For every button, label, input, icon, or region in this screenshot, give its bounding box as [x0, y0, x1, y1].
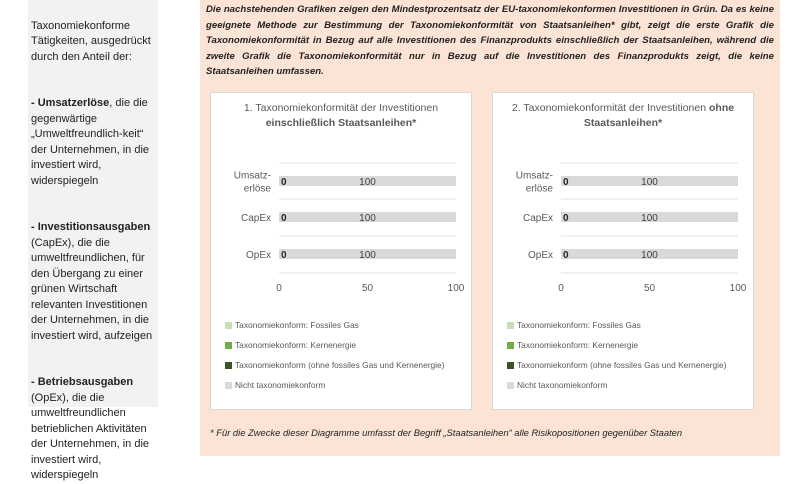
chart-1-legend-label: Taxonomiekonform: Fossiles Gas	[235, 320, 359, 330]
chart-1-legend-label: Nicht taxonomiekonform	[235, 380, 326, 390]
chart-2-x-tick-label: 0	[558, 283, 564, 294]
chart-1-data-label-aligned: 0	[281, 177, 287, 188]
chart-1-category-label: CapEx	[240, 213, 271, 224]
chart-2-legend	[507, 315, 757, 395]
chart-2-data-label-not-aligned: 100	[641, 177, 658, 188]
definition-term-opex: - Betriebsausgaben	[31, 376, 134, 388]
chart-2-legend-swatch	[507, 362, 514, 369]
chart-1-legend-item	[225, 335, 475, 355]
chart-1-legend-swatch	[225, 322, 232, 329]
chart-1-legend-item	[225, 375, 475, 395]
definition-term-capex: - Investitionsausgaben	[31, 221, 151, 233]
chart-1-title-text: 1. Taxonomiekonformität der Investitionen	[243, 102, 439, 114]
chart-1-legend-label: Taxonomiekonform (ohne fossiles Gas und Kernenergie)	[235, 360, 445, 370]
definition-intro: Taxonomiekonforme Tätigkeiten, ausgedrückt durch den Anteil der:	[31, 19, 151, 63]
taxonomy-alignment-panel	[200, 0, 780, 456]
chart-1-legend-item	[225, 355, 475, 375]
chart-2-category-label: Umsatz-erlöse	[515, 170, 553, 195]
chart-1-legend-item	[225, 315, 475, 335]
chart-incl-sovereign-bonds	[210, 92, 472, 410]
chart-1-legend-swatch	[225, 362, 232, 369]
chart-2-data-label-not-aligned: 100	[641, 213, 658, 224]
chart-2-legend-label: Nicht taxonomiekonform	[517, 380, 608, 390]
chart-2-legend-swatch	[507, 342, 514, 349]
chart-2-data-label-aligned: 0	[563, 250, 569, 261]
definition-text-turnover: , die die gegenwärtige „Umweltfreundlich-keit“ der Unternehmen, in die investiert wird, widerspiegeln	[31, 97, 150, 187]
chart-2-legend-label: Taxonomiekonform (ohne fossiles Gas und Kernenergie)	[517, 360, 727, 370]
chart-1-legend	[225, 315, 475, 395]
chart-1-category-label: OpEx	[245, 250, 271, 261]
chart-2-legend-item	[507, 315, 757, 335]
chart-2-legend-label: Taxonomiekonform: Kernenergie	[517, 340, 639, 350]
chart-2-category-label: OpEx	[527, 250, 553, 261]
chart-1-x-tick-label: 100	[447, 283, 465, 294]
chart-1-data-label-not-aligned: 100	[359, 213, 376, 224]
charts-intro-text: Die nachstehenden Grafiken zeigen den Mindestprozentsatz der EU-taxonomiekonformen Investitionen in Grün. Da es keine geeignete Methode zur Bestimmung der Taxonomiekonformität von Staatsanleihen* gibt, zeigt die erste Grafik die Taxonomiekonformität in Bezug auf alle Investitionen des Finanzprodukts einschließlich der Staatsanleihen, während die zweite Grafik die Taxonomiekonformität nur in Bezug auf die Investitionen des Finanzprodukts zeigt, die keine Staatsanleihen umfassen.	[206, 4, 774, 77]
footnote: * Für die Zwecke dieser Diagramme umfasst der Begriff „Staatsanleihen“ alle Risikopositionen gegenüber Staaten	[210, 427, 683, 438]
chart-2-legend-item	[507, 375, 757, 395]
chart-2-data-label-aligned: 0	[563, 177, 569, 188]
definition-sidebar	[28, 0, 158, 481]
definition-text-opex: (OpEx), die die umweltfreundlichen betrieblichen Aktivitäten der Unternehmen, in die investiert wird, widerspiegeln	[31, 391, 150, 481]
chart-2-legend-label: Taxonomiekonform: Fossiles Gas	[517, 320, 641, 330]
chart-1-title-emphasis: einschließlich Staatsanleihen*	[265, 117, 417, 129]
chart-1-x-tick-label: 50	[361, 283, 374, 294]
chart-1-legend-swatch	[225, 382, 232, 389]
chart-1-data-label-not-aligned: 100	[359, 177, 376, 188]
chart-2-legend-item	[507, 355, 757, 375]
chart-1-legend-swatch	[225, 342, 232, 349]
chart-2-title-text: 2. Taxonomiekonformität der Investitionen	[511, 102, 709, 114]
chart-1-legend-label: Taxonomiekonform: Kernenergie	[235, 340, 357, 350]
chart-2-category-label: CapEx	[522, 213, 553, 224]
chart-1-data-label-aligned: 0	[281, 250, 287, 261]
definition-text-capex: (CapEx), die die umweltfreundlichen, für den Übergang zu einer grünen Wirtschaft relevanten Investitionen der Unternehmen, in die investiert wird, aufzeigen	[31, 236, 153, 342]
chart-1-category-label: Umsatz-erlöse	[233, 170, 271, 195]
chart-2-data-label-not-aligned: 100	[641, 250, 658, 261]
chart-1-title	[211, 101, 471, 131]
chart-2-title-emphasis: ohne Staatsanleihen*	[583, 102, 735, 129]
chart-2-title	[493, 101, 753, 131]
chart-1-data-label-not-aligned: 100	[359, 250, 376, 261]
chart-2-legend-swatch	[507, 322, 514, 329]
chart-2-x-tick-label: 50	[643, 283, 656, 294]
chart-2-x-tick-label: 100	[729, 283, 747, 294]
chart-2-legend-item	[507, 335, 757, 355]
chart-excl-sovereign-bonds	[492, 92, 754, 410]
chart-1-data-label-aligned: 0	[281, 213, 287, 224]
chart-1-x-tick-label: 0	[276, 283, 282, 294]
chart-2-data-label-aligned: 0	[563, 213, 569, 224]
definition-term-turnover: - Umsatzerlöse	[31, 97, 110, 109]
chart-2-legend-swatch	[507, 382, 514, 389]
